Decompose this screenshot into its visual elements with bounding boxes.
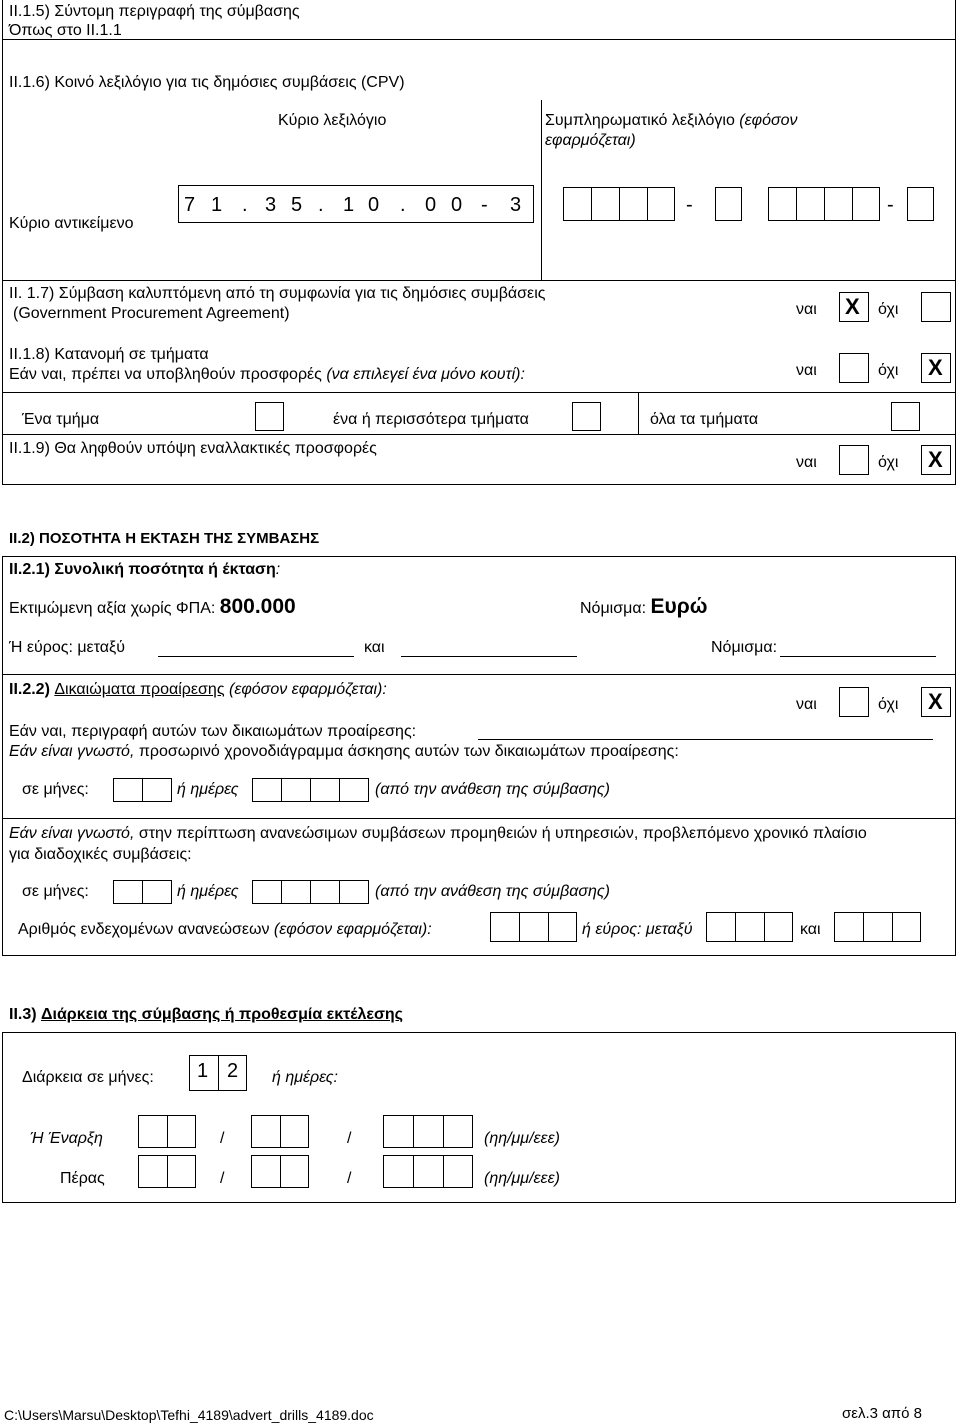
box-divider: [519, 912, 520, 942]
cpv-digit: -: [481, 194, 488, 216]
s119-line: II.1.9) Θα ληφθούν υπόψη εναλλακτικές προσφορές: [9, 440, 377, 457]
box-divider: [310, 880, 311, 904]
frame-s3-left: [2, 1032, 3, 1202]
box-divider: [142, 778, 143, 802]
options-schedule-label: Εάν είναι γνωστό, προσωρινό χρονοδιάγραμμα άσκησης αυτών των δικαιωμάτων προαίρεσης:: [9, 743, 679, 760]
one-or-more-checkbox[interactable]: [572, 402, 601, 431]
cpv-digit: 1: [211, 194, 223, 216]
all-lots-label: όλα τα τμήματα: [650, 411, 759, 428]
cpv-digit: 1: [343, 194, 355, 216]
range-from-box[interactable]: [706, 912, 793, 942]
box-divider: [443, 1155, 444, 1188]
renewals-box[interactable]: [490, 912, 577, 942]
supp-code-box[interactable]: [715, 187, 742, 221]
currency-label-2: Νόμισμα:: [711, 639, 778, 656]
box-divider: [142, 880, 143, 904]
s119-yes-checkbox[interactable]: [839, 445, 869, 475]
s118-line2: Εάν ναι, πρέπει να υποβληθούν προσφορές (να επιλεγεί ένα μόνο κουτί):: [9, 366, 525, 383]
frame-top-left: [2, 0, 3, 484]
box-divider: [863, 912, 864, 942]
separator: [2, 280, 956, 281]
cpv-digit: 0: [368, 194, 380, 216]
end-year-box[interactable]: [383, 1155, 473, 1188]
s118-no-label: όχι: [878, 362, 899, 379]
s115-text: Όπως στο ΙΙ.1.1: [9, 22, 122, 39]
s22-no-label: όχι: [878, 696, 899, 713]
s3-heading: II.3) Διάρκεια της σύμβασης ή προθεσμία εκτέλεσης: [9, 1006, 403, 1023]
box-divider: [281, 778, 282, 802]
start-year-box[interactable]: [383, 1115, 473, 1148]
frame-top-bottom: [2, 484, 956, 485]
s2-heading: II.2) ΠΟΣΟΤΗΤΑ Η ΕΚΤΑΣΗ ΤΗΣ ΣΥΜΒΑΣΗΣ: [9, 530, 320, 547]
currency-field-2[interactable]: [780, 656, 936, 657]
date-format-label: (ηη/μμ/εεε): [484, 1170, 560, 1187]
renewal-timeframe-label-2: για διαδοχικές συμβάσεις:: [9, 846, 192, 863]
months-label-2: σε μήνες:: [22, 883, 89, 900]
cpv-digit: .: [318, 194, 324, 216]
footer-page: σελ.3 από 8: [842, 1405, 922, 1422]
main-vocab-label: Κύριο λεξιλόγιο: [278, 112, 387, 129]
s22-no-check-x: X: [928, 689, 943, 714]
box-divider: [619, 187, 620, 221]
from-award-label-2: (από την ανάθεση της σύμβασης): [375, 883, 610, 900]
from-award-label: (από την ανάθεση της σύμβασης): [375, 781, 610, 798]
separator: [2, 556, 956, 557]
options-desc-label: Εάν ναι, περιγραφή αυτών των δικαιωμάτων προαίρεσης:: [9, 723, 417, 740]
slash: /: [347, 1170, 352, 1187]
s22-yes-checkbox[interactable]: [839, 687, 869, 717]
box-divider: [167, 1115, 168, 1148]
or-days-label-2: ή ημέρες: [177, 883, 239, 900]
box-divider: [280, 1115, 281, 1148]
cpv-digit: 0: [451, 194, 463, 216]
box-divider: [413, 1115, 414, 1148]
range-label: Ή εύρος: μεταξύ: [9, 639, 125, 656]
range-from-field[interactable]: [158, 656, 354, 657]
or-range-label: ή εύρος: μεταξύ: [582, 921, 693, 938]
separator: [2, 392, 956, 393]
s21-heading: II.2.1) Συνολική ποσότητα ή έκταση:: [9, 561, 281, 578]
supp-dash: -: [887, 194, 894, 216]
frame-top-right: [955, 0, 956, 484]
box-divider: [339, 778, 340, 802]
one-lot-label: Ένα τμήμα: [22, 411, 100, 428]
renewals-count-label: Αριθμός ενδεχομένων ανανεώσεων (εφόσον εφαρμόζεται):: [18, 921, 432, 938]
box-divider: [310, 778, 311, 802]
s119-yes-label: ναι: [796, 454, 817, 471]
duration-label: Διάρκεια σε μήνες:: [22, 1069, 154, 1086]
cpv-digit: 0: [425, 194, 437, 216]
duration-days-label: ή ημέρες:: [272, 1069, 338, 1086]
s117-no-checkbox[interactable]: [921, 292, 951, 322]
s118-line1: II.1.8) Κατανομή σε τμήματα: [9, 346, 209, 363]
box-divider: [796, 187, 797, 221]
cpv-digit: .: [242, 194, 248, 216]
one-or-more-label: ένα ή περισσότερα τμήματα: [333, 411, 529, 428]
est-value-row: Εκτιμώμενη αξία χωρίς ΦΠΑ: 800.000: [9, 595, 296, 618]
cpv-digit: 7: [184, 194, 196, 216]
box-divider: [548, 912, 549, 942]
s118-no-check-x: X: [928, 355, 943, 380]
supp-code-box[interactable]: [907, 187, 934, 221]
cpv-digit: 3: [265, 194, 277, 216]
box-divider: [824, 187, 825, 221]
box-divider: [735, 912, 736, 942]
separator: [2, 818, 956, 819]
box-divider: [764, 912, 765, 942]
cpv-digit: 5: [291, 194, 303, 216]
currency-row: Νόμισμα: Ευρώ: [580, 595, 708, 618]
range-to-field[interactable]: [401, 656, 577, 657]
s116-heading: II.1.6) Κοινό λεξιλόγιο για τις δημόσιες συμβάσεις (CPV): [9, 74, 405, 91]
cpv-digit: 3: [510, 194, 522, 216]
box-divider: [281, 880, 282, 904]
duration-digit: 2: [227, 1060, 239, 1082]
date-format-label: (ηη/μμ/εεε): [484, 1130, 560, 1147]
separator: [2, 1032, 956, 1033]
s118-yes-label: ναι: [796, 362, 817, 379]
and-label: και: [800, 921, 821, 938]
duration-digit: 1: [197, 1060, 209, 1082]
supp-vocab-note: εφαρμόζεται): [545, 132, 636, 149]
frame-s3-right: [955, 1032, 956, 1202]
s117-line1: II. 1.7) Σύμβαση καλυπτόμενη από τη συμφωνία για τις δημόσιες συμβάσεις: [9, 285, 546, 302]
box-divider: [413, 1155, 414, 1188]
separator: [2, 1202, 956, 1203]
s22-yes-label: ναι: [796, 696, 817, 713]
box-divider: [218, 1055, 219, 1091]
options-desc-field[interactable]: [478, 739, 933, 740]
frame-s2-left: [2, 556, 3, 955]
box-divider: [852, 187, 853, 221]
footer-path: C:\Users\Marsu\Desktop\Tefhi_4189\advert_drills_4189.doc: [4, 1407, 374, 1423]
supp-dash: -: [686, 194, 693, 216]
all-lots-checkbox[interactable]: [891, 402, 920, 431]
s117-no-label: όχι: [878, 301, 899, 318]
frame-s2-right: [955, 556, 956, 955]
separator: [2, 39, 956, 40]
cpv-digit: .: [400, 194, 406, 216]
box-divider: [280, 1155, 281, 1188]
range-to-box[interactable]: [834, 912, 921, 942]
box-divider: [591, 187, 592, 221]
main-object-label: Κύριο αντικείμενο: [9, 215, 134, 232]
box-divider: [339, 880, 340, 904]
separator: [2, 955, 956, 956]
months-label: σε μήνες:: [22, 781, 89, 798]
separator: [2, 674, 956, 675]
one-lot-checkbox[interactable]: [255, 402, 284, 431]
end-label: Πέρας: [60, 1170, 105, 1187]
box-divider: [167, 1155, 168, 1188]
box-divider: [443, 1115, 444, 1148]
box-divider: [647, 187, 648, 221]
s119-no-check-x: X: [928, 447, 943, 472]
s115-heading: II.1.5) Σύντομη περιγραφή της σύμβασης: [9, 3, 300, 20]
renewal-timeframe-label: Εάν είναι γνωστό, στην περίπτωση ανανεώσιμων συμβάσεων προμηθειών ή υπηρεσιών, προβλεπόμενο χρονικό πλαίσιο: [9, 825, 867, 842]
s22-heading: II.2.2) Δικαιώματα προαίρεσης (εφόσον εφαρμόζεται):: [9, 681, 387, 698]
range-and: και: [364, 639, 385, 656]
slash: /: [220, 1170, 225, 1187]
start-label: Ή Έναρξη: [30, 1130, 103, 1147]
box-divider: [892, 912, 893, 942]
s117-yes-label: ναι: [796, 301, 817, 318]
or-days-label: ή ημέρες: [177, 781, 239, 798]
s117-line2: (Government Procurement Agreement): [13, 305, 290, 322]
slash: /: [347, 1130, 352, 1147]
s119-no-label: όχι: [878, 454, 899, 471]
s117-yes-check-x: X: [845, 294, 860, 319]
s118-yes-checkbox[interactable]: [839, 353, 869, 383]
cpv-divider: [541, 100, 542, 280]
lot-divider: [638, 392, 639, 434]
slash: /: [220, 1130, 225, 1147]
supp-vocab-label: Συμπληρωματικό λεξιλόγιο (εφόσον: [545, 112, 798, 129]
separator: [2, 434, 956, 435]
